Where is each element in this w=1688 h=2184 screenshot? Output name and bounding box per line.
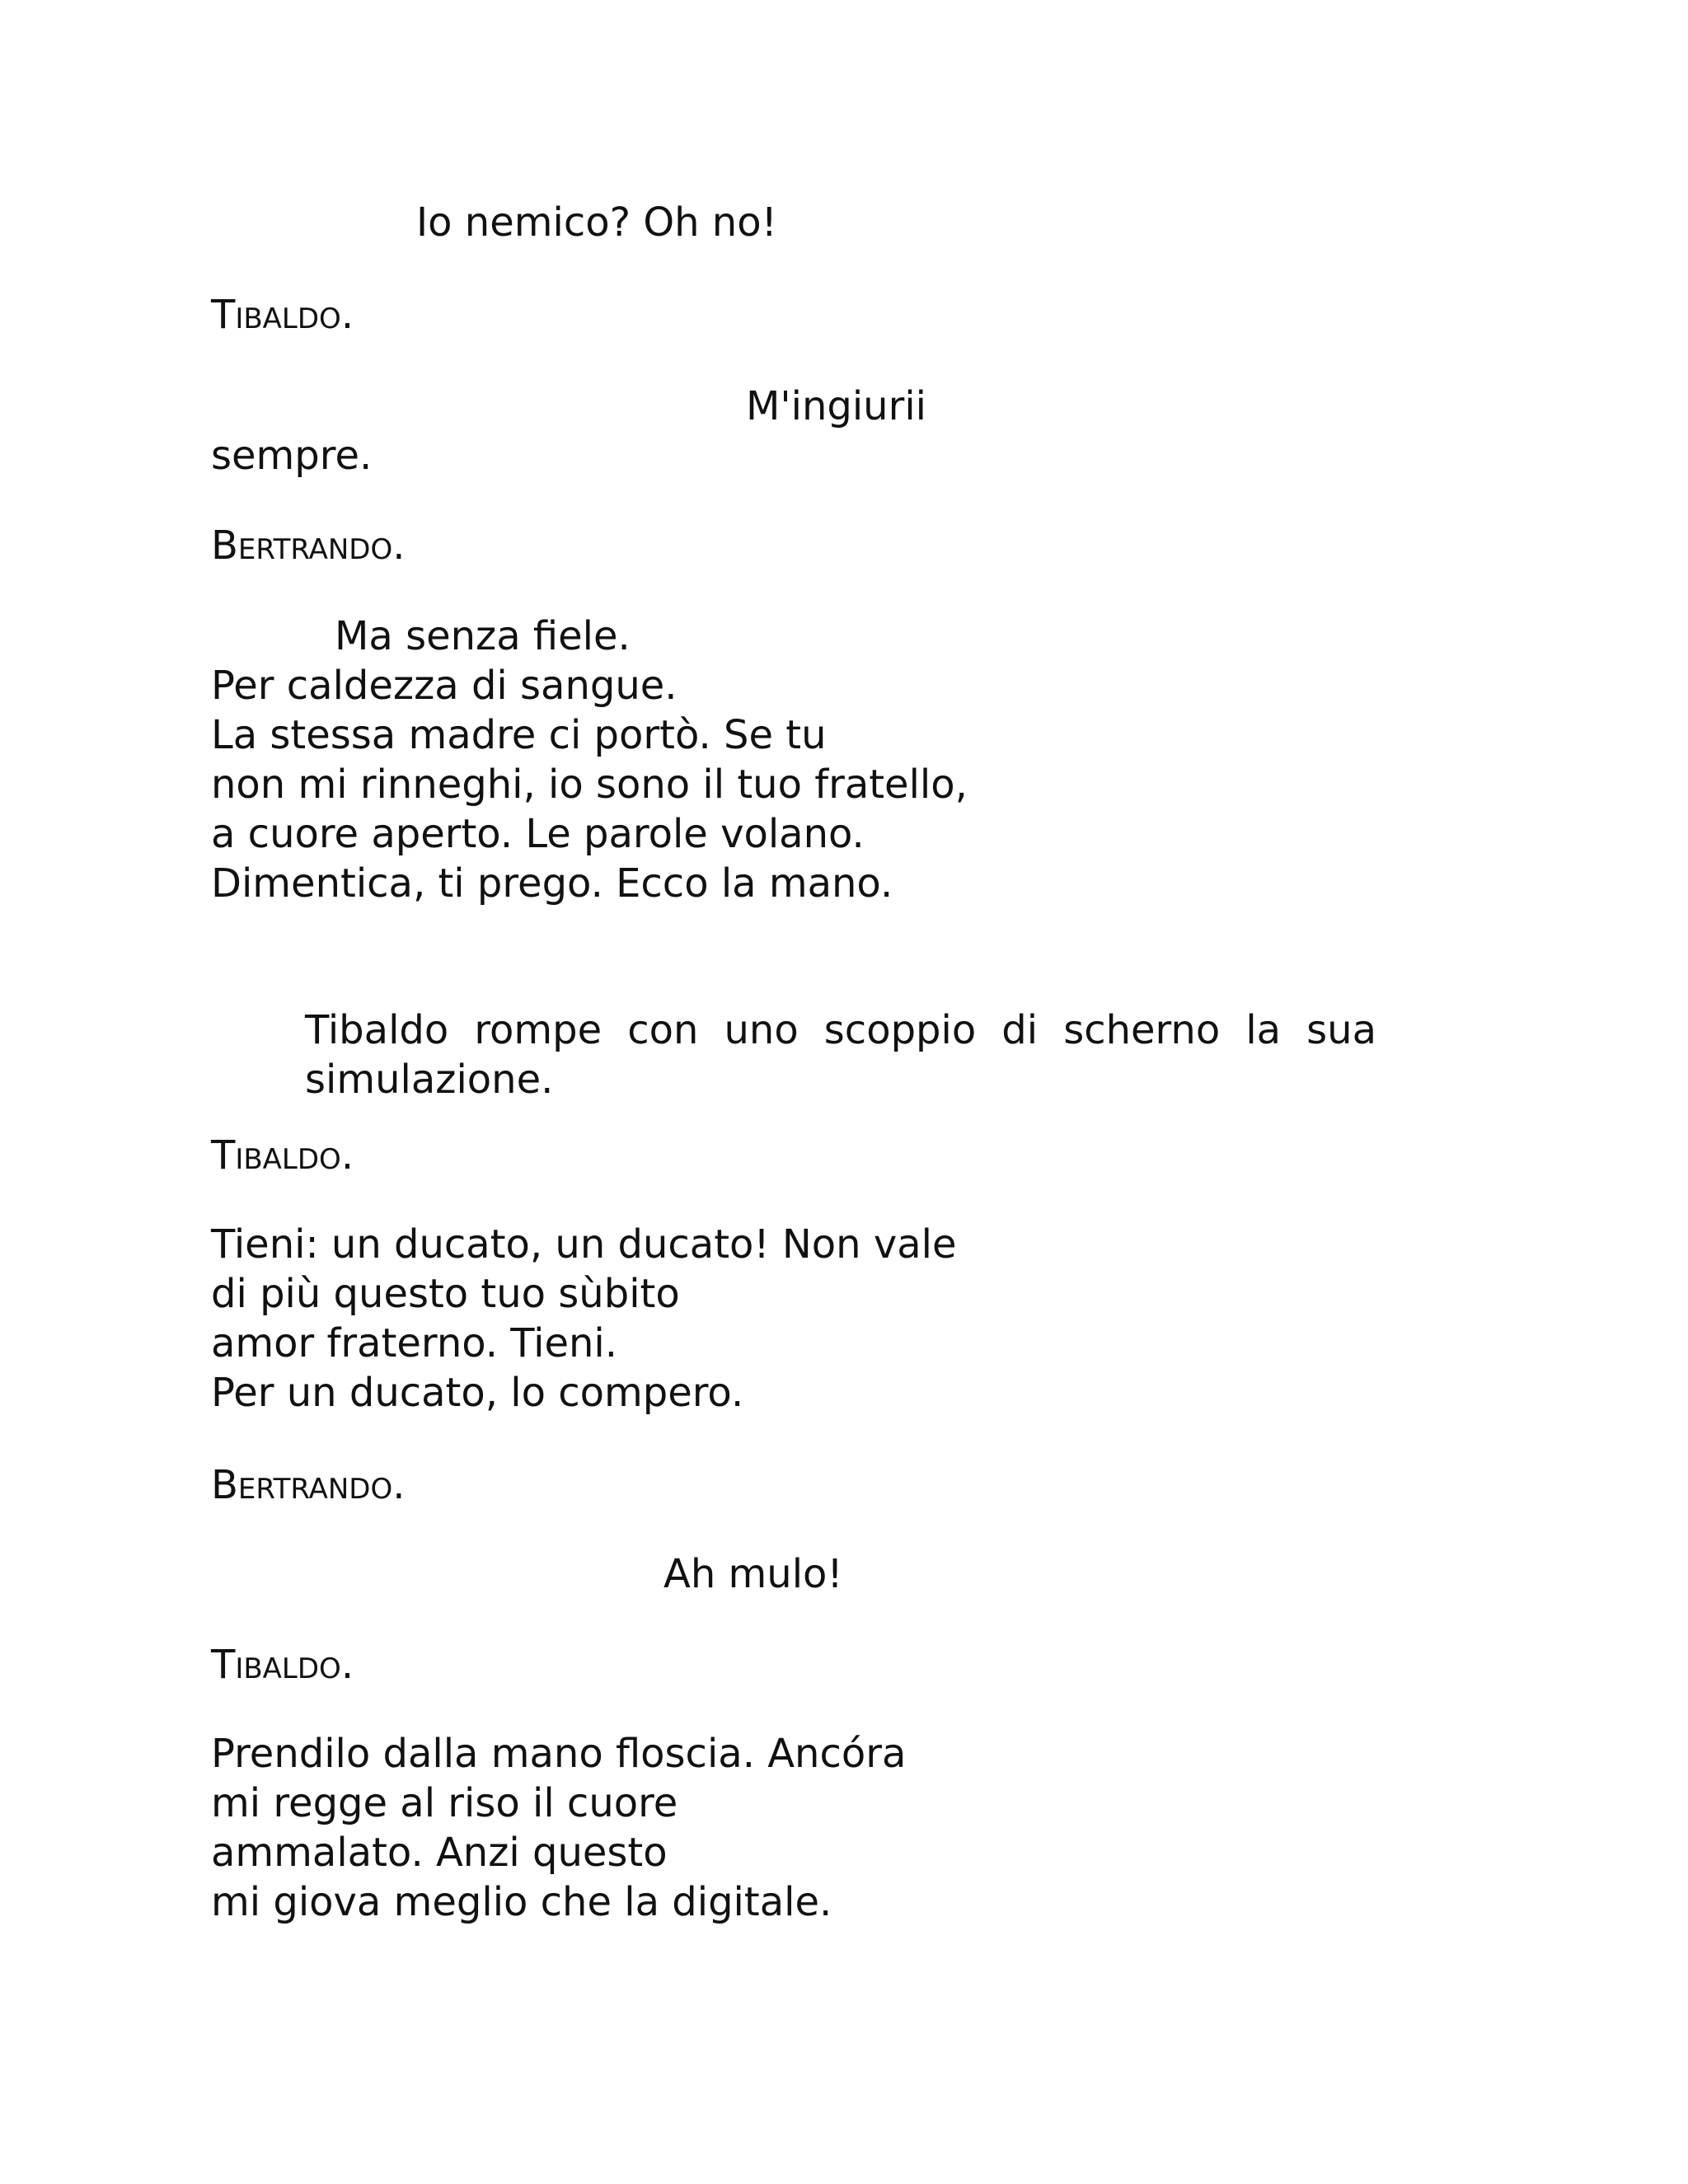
verse-line: Ma senza fiele. bbox=[335, 613, 631, 659]
speaker-name: Tibaldo. bbox=[211, 292, 354, 338]
speaker-name: Tibaldo. bbox=[211, 1642, 354, 1688]
verse-line: mi regge al riso il cuore bbox=[211, 1780, 678, 1826]
verse-line: M'ingiurii bbox=[746, 383, 926, 429]
speaker-name: Bertrando. bbox=[211, 1462, 406, 1508]
verse-line: a cuore aperto. Le parole volano. bbox=[211, 811, 865, 857]
verse-stanza bbox=[211, 1220, 957, 1418]
verse-line: Tieni: un ducato, un ducato! Non vale bbox=[211, 1221, 957, 1268]
verse-stanza bbox=[211, 612, 968, 908]
verse-line: Prendilo dalla mano floscia. Ancóra bbox=[211, 1731, 907, 1777]
verse-line: ammalato. Anzi questo bbox=[211, 1830, 668, 1876]
verse-line: Ah mulo! bbox=[663, 1551, 843, 1597]
verse-line: amor fraterno. Tieni. bbox=[211, 1320, 618, 1366]
verse-line: La stessa madre ci portò. Se tu bbox=[211, 712, 827, 758]
verse-line: Per un ducato, lo compero. bbox=[211, 1370, 744, 1416]
verse-line: Per caldezza di sangue. bbox=[211, 663, 678, 709]
speaker-name: Bertrando. bbox=[211, 523, 406, 569]
verse-stanza bbox=[211, 1729, 906, 1927]
verse-line: di più questo tuo sùbito bbox=[211, 1271, 680, 1317]
verse-line: Dimentica, ti prego. Ecco la mano. bbox=[211, 860, 893, 907]
verse-line: Io nemico? Oh no! bbox=[416, 199, 777, 246]
verse-line: non mi rinneghi, io sono il tuo fratello, bbox=[211, 762, 968, 808]
verse-line: sempre. bbox=[211, 433, 373, 479]
verse-line: mi giova meglio che la digitale. bbox=[211, 1879, 832, 1925]
stage-direction: Tibaldo rompe con uno scoppio di scherno la sua simulazione. bbox=[305, 1007, 1376, 1103]
speaker-name: Tibaldo. bbox=[211, 1132, 354, 1179]
